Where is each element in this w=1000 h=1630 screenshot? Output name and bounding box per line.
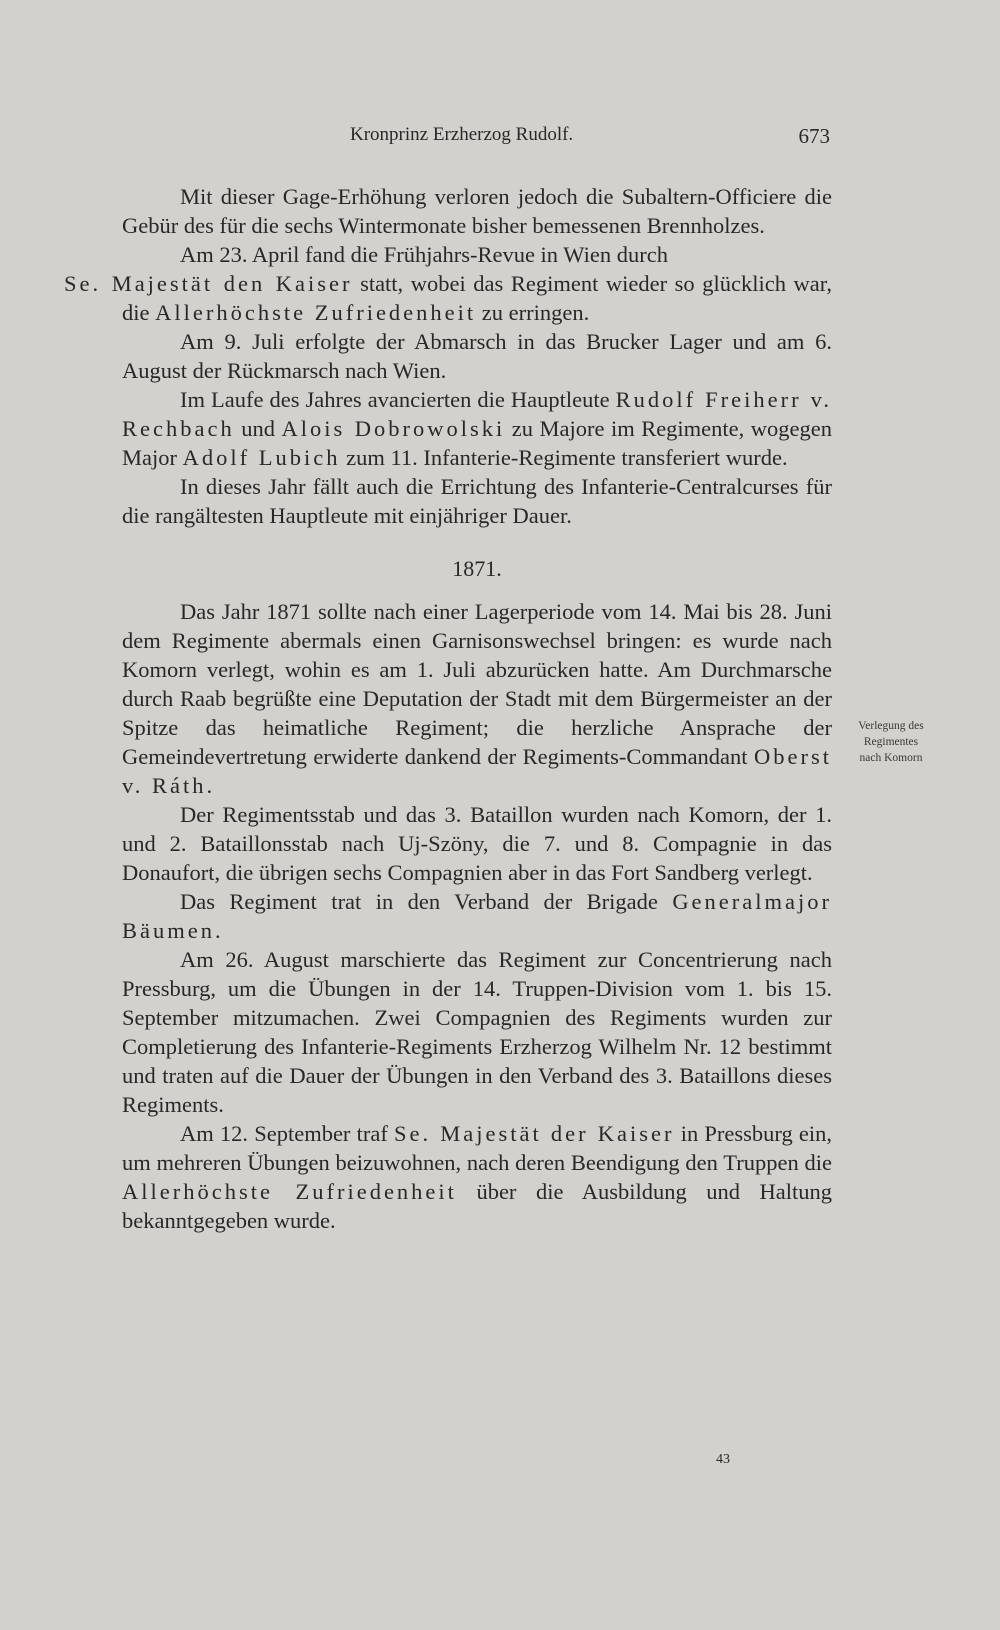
year-heading: 1871.: [452, 556, 502, 581]
spaced-text: Oberst v. Ráth: [122, 744, 832, 798]
spaced-text: Adolf Lubich: [182, 445, 341, 470]
paragraph: In dieses Jahr fällt auch die Errichtung des Infanterie-Centralcurses für die rangältesten Hauptleute mit einjähriger Dauer.: [122, 474, 832, 528]
running-title: Kronprinz Erzherzog Rudolf.: [350, 124, 574, 145]
spaced-text: Allerhöchste Zufriedenheit: [122, 1179, 457, 1204]
paragraph: [122, 1119, 832, 1235]
text-run: .: [206, 773, 213, 798]
text-run: zu Majore im Regimente, wogegen Major: [122, 416, 833, 470]
paragraph: Mit dieser Gage-Erhöhung verloren jedoch die Subaltern-Officiere die Gebür des für die sechs Wintermonate bisher bemessenen Brennholzes.: [122, 184, 832, 238]
spaced-text: Generalmajor Bäumen: [122, 889, 832, 943]
spaced-text: Se. Majestät den Kaiser: [64, 271, 353, 296]
text-run: Am 23. April fand die Frühjahrs-Revue in Wien durch: [180, 242, 668, 267]
text-run: zum 11. Infanterie-Regimente transferiert wurde.: [340, 445, 788, 470]
spaced-text: Rudolf Freiherr v. Rechbach: [122, 387, 832, 441]
margin-note-line: Regimentes: [863, 736, 919, 748]
text-run: über die Ausbildung und Haltung bekanntgegeben wurde.: [122, 1179, 832, 1233]
text-run: in Pressburg ein, um mehreren Übungen beizuwohnen, nach deren Beendigung den Truppen die: [122, 1121, 832, 1175]
text-run: Im Laufe des Jahres avancierten die Hauptleute: [180, 387, 616, 412]
paragraph: [64, 240, 832, 327]
body-text: [64, 182, 833, 1235]
margin-note-line: nach Komorn: [859, 752, 923, 764]
text-run: Am 12. September traf: [180, 1121, 394, 1146]
text-run: .: [214, 918, 221, 943]
margin-note: [836, 718, 946, 766]
paragraph: [122, 887, 832, 945]
page-number: 673: [798, 124, 830, 148]
text-run: Das Jahr 1871 sollte nach einer Lagerperiode vom 14. Mai bis 28. Juni dem Regimente abermals einen Garnisonswechsel bringen: es wurde nach Komorn verlegt, wohin es am 1. Juli abzurücken hatte. Am Durchmarsche durch Raab begrüßte eine Deputation der Stadt mit dem Bürgermeister an der Spitze das heimatliche Regiment; die herzliche Ansprache der Gemeindevertretung erwiderte dankend der Regiments-Commandant: [122, 599, 832, 769]
paragraph: Am 9. Juli erfolgte der Abmarsch in das Brucker Lager und am 6. August der Rückmarsch nach Wien.: [122, 329, 832, 383]
signature-mark: 43: [716, 1452, 730, 1467]
spaced-text: Se. Majestät der Kaiser: [393, 1121, 675, 1146]
paragraph: [122, 385, 832, 472]
spaced-text: Alois Dobrowolski: [281, 416, 506, 441]
paragraph: [122, 597, 832, 800]
text-run: zu erringen.: [476, 300, 590, 325]
paragraph: Am 26. August marschierte das Regiment zur Concentrierung nach Pressburg, um die Übungen in der 14. Truppen-Division vom 1. bis 15. September mitzumachen. Zwei Compagnien des Regiments wurden zur Completierung des Infanterie-Regiments Erzherzog Wilhelm Nr. 12 bestimmt und traten auf die Dauer der Übungen in den Verband des 3. Bataillons dieses Regiments.: [122, 947, 832, 1117]
text-run: Das Regiment trat in den Verband der Brigade: [180, 889, 673, 914]
text-run: statt, wobei das Regiment wieder so glücklich war, die: [122, 271, 832, 325]
text-run: und: [234, 416, 282, 441]
page-header: [350, 124, 830, 154]
paragraph: Der Regimentsstab und das 3. Bataillon wurden nach Komorn, der 1. und 2. Bataillonsstab nach Uj-Szöny, die 7. und 8. Compagnie in das Donaufort, die übrigen sechs Compagnien aber in das Fort Sandberg verlegt.: [122, 802, 832, 885]
margin-note-line: Verlegung des: [858, 720, 924, 732]
spaced-text: Allerhöchste Zufriedenheit: [155, 300, 477, 325]
